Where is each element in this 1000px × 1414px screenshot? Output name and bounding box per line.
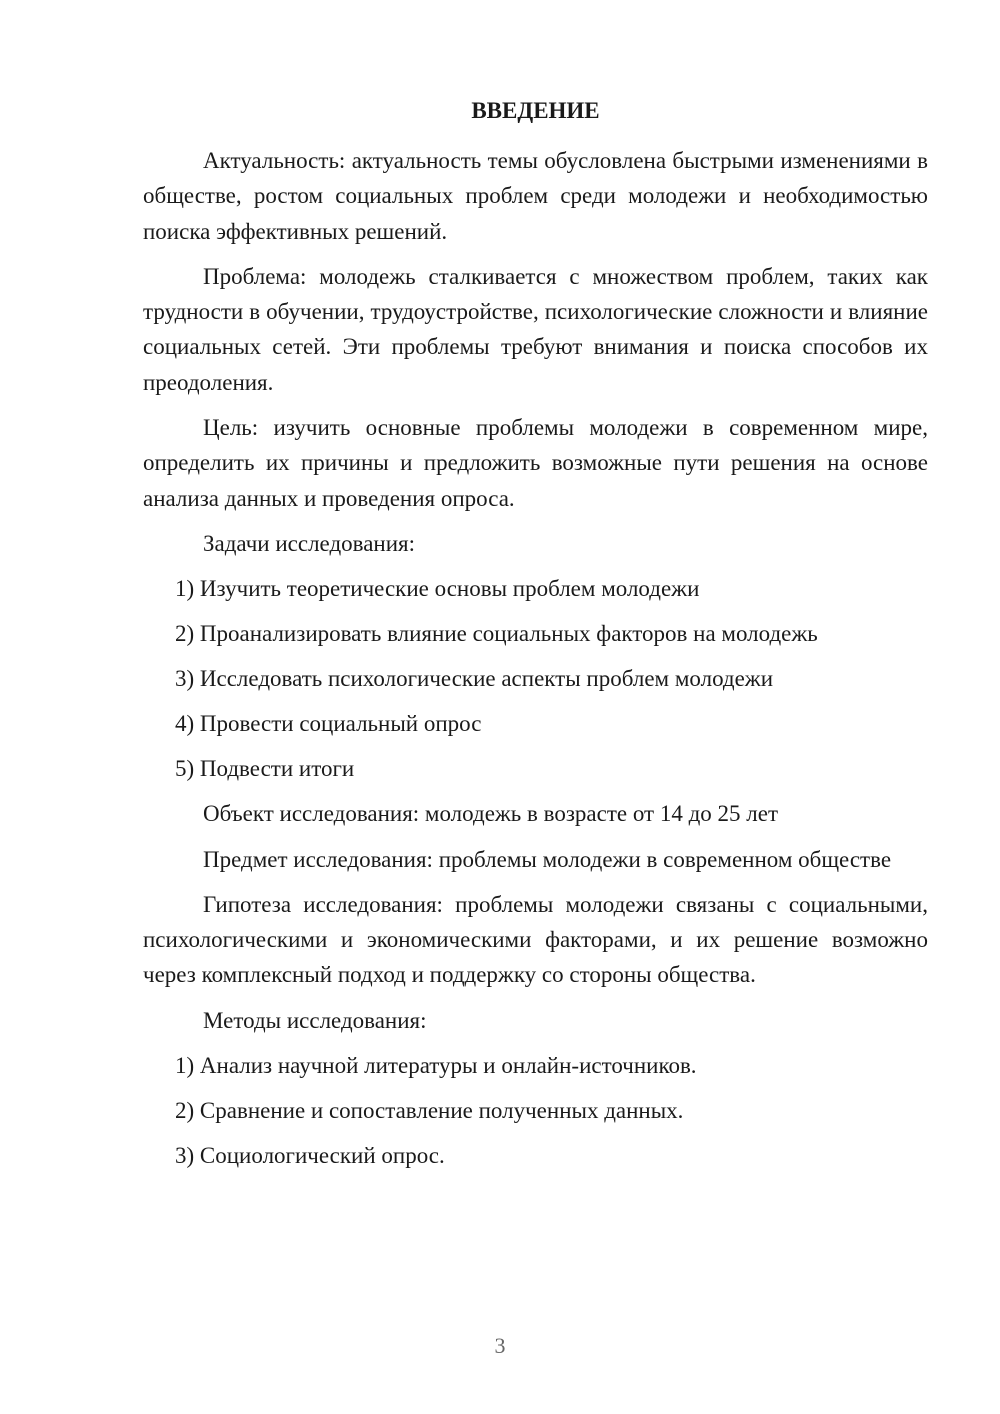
subject-paragraph: Предмет исследования: проблемы молодежи в современном обществе [203,846,892,872]
goal-paragraph: Цель: изучить основные проблемы молодежи в современном мире, определить их причины и предложить возможные пути решения на основе анализа данных и проведения опроса. [143,415,928,511]
problem-paragraph: Проблема: молодежь сталкивается с множеством проблем, таких как трудности в обучении, трудоустройстве, психологические сложности и влияние социальных сетей. Эти проблемы требуют внимания и поиска способов их преодоления. [143,263,928,395]
hypothesis-paragraph: Гипотеза исследования: проблемы молодежи связаны с социальными, психологическими и экономическими факторами, и их решение возможно через комплексный подход и поддержку со стороны общества. [143,891,928,988]
tasks-title: Задачи исследования: [203,530,416,556]
method-item: 3) Социологический опрос. [175,1143,445,1169]
task-item: 1) Изучить теоретические основы проблем молодежи [175,576,700,602]
task-item: 4) Провести социальный опрос [175,711,482,737]
object-paragraph: Объект исследования: молодежь в возрасте от 14 до 25 лет [203,801,779,827]
task-item: 2) Проанализировать влияние социальных факторов на молодежь [175,621,818,647]
task-item: 3) Исследовать психологические аспекты проблем молодежи [175,666,774,692]
method-item: 2) Сравнение и сопоставление полученных данных. [175,1098,684,1124]
methods-title: Методы исследования: [203,1007,427,1033]
page-number: 3 [494,1333,506,1358]
tasks-list [143,571,928,786]
methods-list [143,1048,928,1173]
document-page [143,95,928,1183]
method-item: 1) Анализ научной литературы и онлайн-источников. [175,1053,697,1079]
relevance-paragraph: Актуальность: актуальность темы обусловлена быстрыми изменениями в обществе, ростом социальных проблем среди молодежи и необходимостью поиска эффективных решений. [143,148,928,244]
section-heading: ВВЕДЕНИЕ [471,98,600,123]
task-item: 5) Подвести итоги [175,756,355,782]
